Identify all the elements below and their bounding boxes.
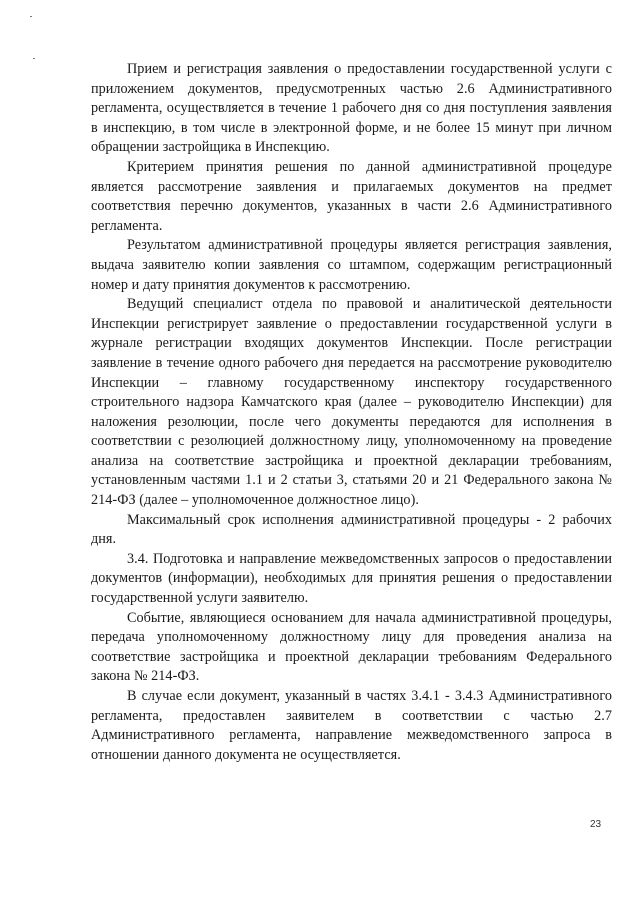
page-number: 23 xyxy=(590,819,602,830)
paragraph-decision-criterion: Критерием принятия решения по данной административной процедуре является рассмотрение заявления и прилагаемых документов на предмет соответствия перечню документов, указанных в части 2.6 Административного регламента. xyxy=(91,158,612,234)
scan-mark-top xyxy=(30,16,32,17)
paragraph-event: Событие, являющиеся основанием для начала административной процедуры, передача уполномоченному должностному лицу для проведения анализа на соответствие застройщика и проектной декларации требованиям Федерального закона № 214-ФЗ. xyxy=(91,609,612,685)
paragraph-result: Результатом административной процедуры является регистрация заявления, выдача заявителю копии заявления со штампом, содержащим регистрационный номер и дату принятия документов к рассмотрению. xyxy=(91,237,612,293)
paragraph-case: В случае если документ, указанный в частях 3.4.1 - 3.4.3 Административного регламента, предоставлен заявителем в соответствии с частью 2.7 Административного регламента, направление межведомственного запроса в отношении данного документа не осуществляется. xyxy=(91,688,612,763)
section-3-4-heading: 3.4. Подготовка и направление межведомственных запросов о предоставлении документов (информации), необходимых для принятия решения о предоставлении государственной услуги заявителю. xyxy=(91,550,612,607)
paragraph-reception: Прием и регистрация заявления о предоставлении государственной услуги с приложением документов, предусмотренных частью 2.6 Административного регламента, осуществляется в течение 1 рабочего дня со дня поступления заявления в инспекцию, в том числе в электронной форме, и не более 15 минут при личном обращении застройщика в Инспекцию. xyxy=(91,61,612,156)
document-page xyxy=(91,60,612,765)
scan-mark-side xyxy=(33,58,35,59)
paragraph-max-term: Максимальный срок исполнения административной процедуры - 2 рабочих дня. xyxy=(91,511,612,548)
paragraph-registration: Ведущий специалист отдела по правовой и аналитической деятельности Инспекции регистрирует заявление о предоставлении государственной услуги в журнале регистрации входящих документов Инспекции. После регистрации заявление в течение одного рабочего дня передается на рассмотрение руководителю Инспекции – главному государственному инспектору государственного строительного надзора Камчатского края (далее – руководителю Инспекции) для наложения резолюции, после чего документы передаются для исполнения в соответствии с резолюцией должностному лицу, уполномоченному на проведение анализа на соответствие застройщика и проектной декларации требованиям, установленным частями 1.1 и 2 статьи 3, статьями 20 и 21 Федерального закона № 214-ФЗ (далее – уполномоченное должностное лицо). xyxy=(91,296,612,509)
